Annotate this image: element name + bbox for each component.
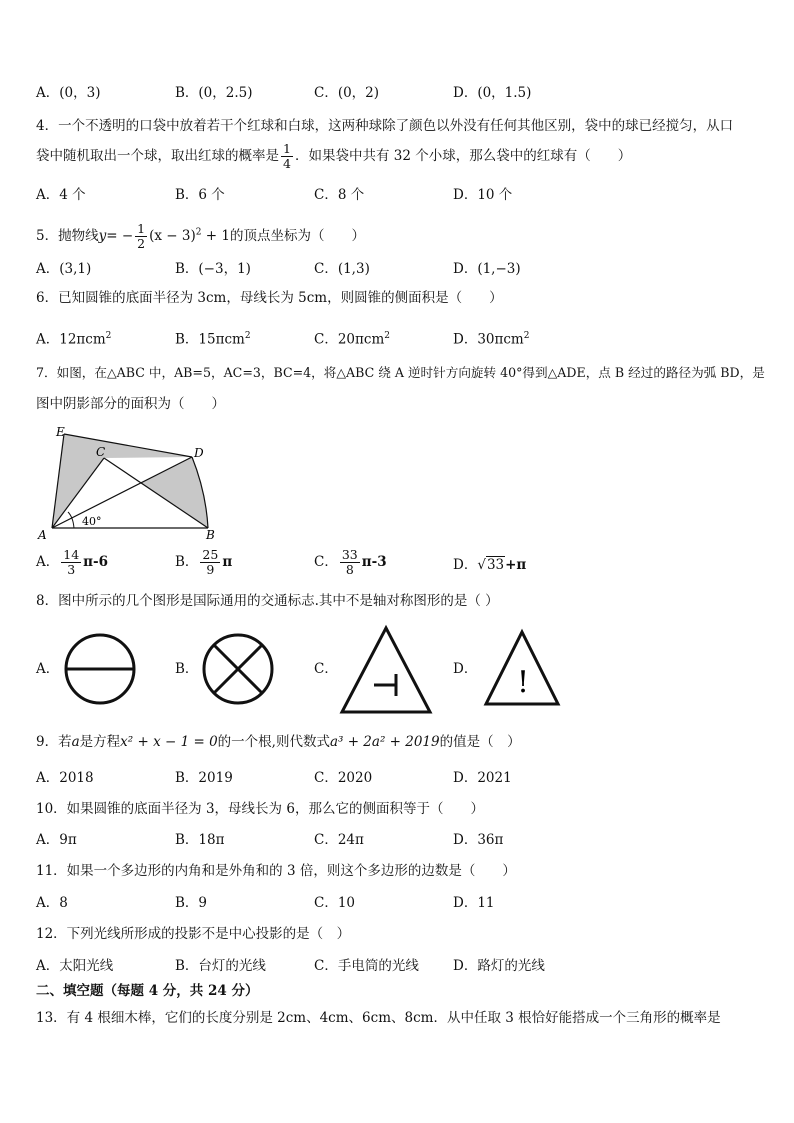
q5-fraction <box>135 222 147 251</box>
q11-option-b: B．9 <box>175 895 208 911</box>
q7-angle-label: 40° <box>82 515 102 528</box>
q4-option-d: D．10 个 <box>453 187 513 203</box>
q5-stem <box>36 222 365 251</box>
q6-option-a: A．12πcm$^2$ <box>36 331 112 348</box>
q11-stem: 11．如果一个多边形的内角和是外角和的 3 倍，则这个多边形的边数是（ ） <box>36 863 516 879</box>
q7-label-a: A <box>38 528 47 542</box>
q8-label-c: C． <box>314 661 338 677</box>
q6-option-c: C．20πcm$^2$ <box>314 331 390 348</box>
q8-label-b: B． <box>175 661 199 677</box>
q7-option-a: A． $\frac{14}{3}$ π-6 <box>36 547 109 577</box>
q12-option-c: C．手电筒的光线 <box>314 958 419 974</box>
q3-option-c: C．(0，2) <box>314 85 380 101</box>
q10-option-d: D．36π <box>453 832 504 848</box>
q7-option-c: C． $\frac{33}{8}$ π-3 <box>314 547 387 577</box>
q5-prefix: 5．抛物线 <box>36 228 99 244</box>
q10-option-a: A．9π <box>36 832 77 848</box>
q7-line1: 7．如图，在△ABC 中，AB=5，AC=3，BC=4，将△ABC 绕 A 逆时针方向旋转 40°得到△ADE，点 B 经过的路径为弧 BD，是 <box>36 365 765 380</box>
section-heading-fill-blank: 二、填空题（每题 4 分，共 24 分） <box>36 983 259 999</box>
q7-figure <box>34 422 224 542</box>
q8-label-a: A． <box>36 661 60 677</box>
q6-option-b: B．15πcm$^2$ <box>175 331 251 348</box>
q7-label-e: E <box>56 425 65 439</box>
q3-option-d: D．(0，1.5) <box>453 85 532 101</box>
circle-bar-sign-icon <box>62 631 138 707</box>
q9-option-c: C．2020 <box>314 770 373 786</box>
q12-option-b: B．台灯的光线 <box>175 958 266 974</box>
triangle-t-sign-icon <box>338 624 434 716</box>
q7-option-d: D．√33+π <box>453 557 527 573</box>
q4-fraction <box>281 142 293 171</box>
q5-tail: + 1 <box>201 228 230 244</box>
q3-option-a: A．(0，3) <box>36 85 101 101</box>
q5-frac-num: 1 <box>137 221 146 236</box>
q4-line2 <box>36 142 631 171</box>
q5-suffix: 的顶点坐标为（ ） <box>229 228 365 244</box>
q13-stem: 13．有 4 根细木棒，它们的长度分别是 2cm、4cm、6cm、8cm．从中任取 3 根恰好能搭成一个三角形的概率是 <box>36 1010 721 1026</box>
q5-frac-den: 2 <box>137 236 146 251</box>
q5-option-c: C．(1,3) <box>314 261 370 277</box>
q4-option-c: C．8 个 <box>314 187 365 203</box>
q8-label-d: D． <box>453 661 478 677</box>
q5-eq: = − <box>106 228 134 244</box>
triangle-exclamation-sign-icon <box>482 628 562 708</box>
q4-frac-den: 4 <box>283 156 291 171</box>
q5-option-b: B．(−3，1) <box>175 261 251 277</box>
q9-option-d: D．2021 <box>453 770 512 786</box>
q4-option-a: A．4 个 <box>36 187 86 203</box>
q10-option-b: B．18π <box>175 832 225 848</box>
q5-var-y: y <box>98 228 107 244</box>
q9-stem: 9．若a是方程x² + x − 1 = 0的一个根,则代数式a³ + 2a² + 2019的值是（ ） <box>36 734 521 750</box>
q12-option-a: A．太阳光线 <box>36 958 114 974</box>
q8-stem: 8．图中所示的几个图形是国际通用的交通标志.其中不是轴对称图形的是（ ） <box>36 593 499 609</box>
q11-option-a: A．8 <box>36 895 68 911</box>
q7-label-b: B <box>206 528 215 542</box>
q10-option-c: C．24π <box>314 832 364 848</box>
q12-option-d: D．路灯的光线 <box>453 958 545 974</box>
q5-body: (x − 3) <box>149 228 196 244</box>
q6-option-d: D．30πcm$^2$ <box>453 331 530 348</box>
q4-line1: 4．一个不透明的口袋中放着若干个红球和白球，这两种球除了颜色以外没有任何其他区别，袋中的球已经搅匀，从口 <box>36 118 734 134</box>
q6-stem: 6．已知圆锥的底面半径为 3cm，母线长为 5cm，则圆锥的侧面积是（ ） <box>36 290 503 306</box>
q4-line2a: 袋中随机取出一个球，取出红球的概率是 <box>36 148 279 164</box>
q12-stem: 12．下列光线所形成的投影不是中心投影的是（ ） <box>36 926 351 942</box>
q10-stem: 10．如果圆锥的底面半径为 3，母线长为 6，那么它的侧面积等于（ ） <box>36 801 484 817</box>
q11-option-c: C．10 <box>314 895 356 911</box>
exclamation-glyph: ! <box>517 665 530 700</box>
q9-option-b: B．2019 <box>175 770 233 786</box>
q7-label-c: C <box>96 445 106 459</box>
q7-line2: 图中阴影部分的面积为（ ） <box>36 396 225 412</box>
q5-exp: 2 <box>195 227 202 238</box>
q11-option-d: D．11 <box>453 895 495 911</box>
q7-option-b: B． $\frac{25}{9}$ π <box>175 547 233 577</box>
q3-option-b: B．(0，2.5) <box>175 85 253 101</box>
q4-line2b: ．如果袋中共有 32 个小球，那么袋中的红球有（ ） <box>294 148 632 164</box>
q4-option-b: B．6 个 <box>175 187 225 203</box>
q4-frac-num: 1 <box>283 141 291 156</box>
q5-option-d: D．(1,−3) <box>453 261 521 277</box>
q9-option-a: A．2018 <box>36 770 94 786</box>
circle-x-sign-icon <box>200 631 276 707</box>
q5-option-a: A．(3,1) <box>36 261 92 277</box>
q7-label-d: D <box>194 446 204 460</box>
